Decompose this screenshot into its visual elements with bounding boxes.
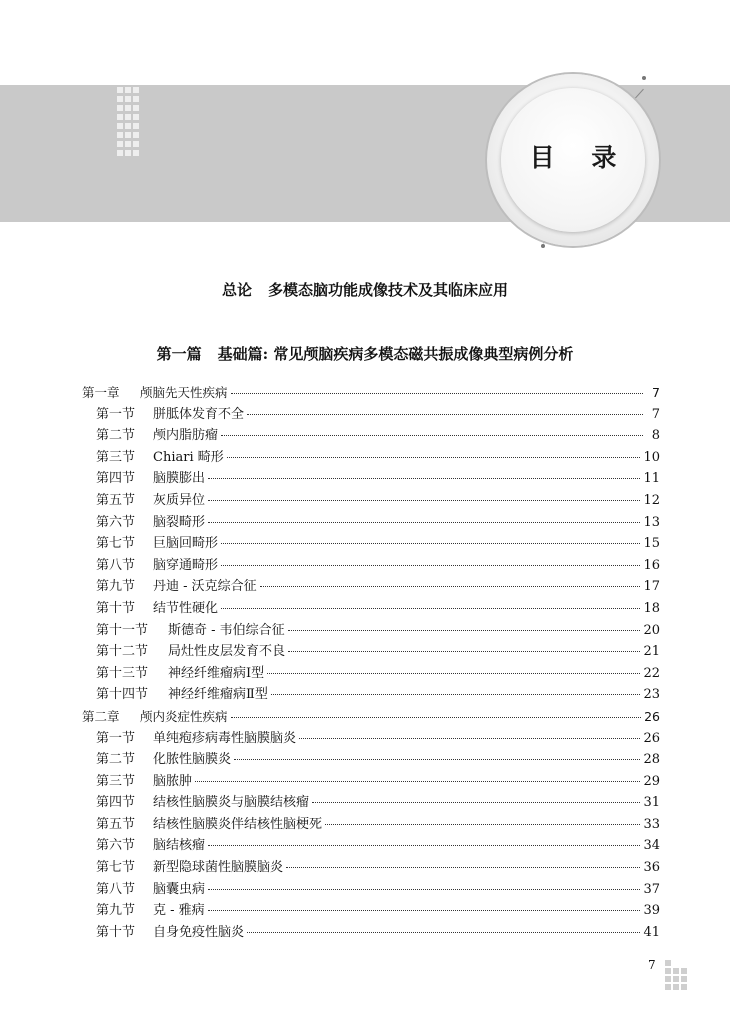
dot-leader (195, 780, 640, 782)
grid-square (117, 141, 123, 147)
toc-section-row[interactable] (82, 512, 660, 534)
toc-section-row[interactable] (82, 598, 660, 620)
dot-leader (271, 693, 641, 695)
section-title: 脑囊虫病 (153, 881, 206, 897)
section-page: 26 (643, 730, 660, 746)
dot-leader (221, 607, 640, 609)
section-page: 37 (643, 881, 660, 897)
grid-square (681, 968, 687, 974)
grid-square (673, 984, 679, 990)
dot-leader (286, 866, 640, 868)
section-page: 21 (643, 644, 660, 660)
section-page: 11 (643, 471, 660, 487)
section-page: 36 (643, 860, 660, 876)
title-badge (487, 74, 659, 246)
grid-square (133, 96, 139, 102)
dot-leader (260, 585, 641, 587)
chapter-page: 7 (652, 385, 660, 400)
section-title: 脑脓肿 (153, 773, 193, 789)
section-number: 第十节 (96, 600, 136, 616)
dot-leader (299, 737, 640, 739)
grid-square (125, 123, 131, 129)
toc-section-row[interactable] (82, 447, 660, 469)
grid-square (681, 984, 687, 990)
toc-section-row[interactable] (82, 814, 660, 836)
grid-square (117, 87, 123, 93)
section-title: 结核性脑膜炎伴结核性脑梗死 (153, 816, 323, 832)
part-heading (0, 343, 730, 364)
toc-section-row[interactable] (82, 749, 660, 771)
toc-chapter-row[interactable] (82, 382, 660, 404)
section-page: 13 (643, 514, 660, 530)
grid-square (133, 114, 139, 120)
section-title: 自身免疫性脑炎 (153, 924, 245, 940)
toc-section-row[interactable] (82, 792, 660, 814)
section-title: 克 - 雅病 (153, 903, 205, 919)
section-page: 22 (643, 665, 660, 681)
section-number: 第九节 (96, 903, 136, 919)
section-title: 单纯疱疹病毒性脑膜脑炎 (153, 730, 297, 746)
section-page: 20 (643, 622, 660, 638)
section-page: 18 (643, 600, 660, 616)
section-title: 结节性硬化 (153, 600, 219, 616)
chapter-number: 第一章 (82, 385, 120, 400)
intro-title: 多模态脑功能成像技术及其临床应用 (268, 281, 509, 299)
section-number: 第十三节 (96, 665, 149, 681)
grid-square (125, 105, 131, 111)
dot-leader (208, 499, 640, 501)
dot-leader (227, 456, 641, 458)
section-page: 16 (643, 557, 660, 573)
dot-leader (231, 716, 642, 718)
section-title: 灰质异位 (153, 492, 206, 508)
section-number: 第七节 (96, 860, 136, 876)
section-title: 颅内脂肪瘤 (153, 428, 219, 444)
table-of-contents (82, 382, 660, 943)
dot-leader (267, 672, 640, 674)
toc-section-row[interactable] (82, 404, 660, 426)
section-title: 巨脑回畸形 (153, 536, 219, 552)
section-page: 33 (643, 816, 660, 832)
grid-square (133, 123, 139, 129)
dot-leader (208, 844, 640, 846)
page-title: 目 录 (529, 143, 631, 172)
section-title: 局灶性皮层发育不良 (168, 644, 286, 660)
section-page: 7 (651, 406, 660, 422)
section-title: 化脓性脑膜炎 (153, 752, 232, 768)
toc-section-row[interactable] (82, 922, 660, 944)
section-page: 28 (643, 752, 660, 768)
chapter-page: 26 (644, 708, 660, 724)
dot-leader (288, 650, 640, 652)
grid-square (125, 114, 131, 120)
section-title: 胼胝体发育不全 (153, 406, 245, 422)
section-page: 31 (643, 795, 660, 811)
toc-section-row[interactable] (82, 663, 660, 685)
section-number: 第十四节 (96, 687, 149, 703)
part-title: 基础篇: 常见颅脑疾病多模态磁共振成像典型病例分析 (217, 345, 574, 363)
dot-leader (247, 413, 643, 415)
toc-section-row[interactable] (82, 425, 660, 447)
grid-square (117, 96, 123, 102)
dot-leader (208, 521, 640, 523)
toc-section-row[interactable] (82, 728, 660, 750)
grid-square (117, 123, 123, 129)
grid-square (125, 150, 131, 156)
section-title: 斯德奇 - 韦伯综合征 (168, 622, 285, 638)
dot-leader (231, 392, 643, 394)
section-number: 第三节 (96, 449, 136, 465)
section-number: 第三节 (96, 773, 136, 789)
dot-leader (208, 888, 640, 890)
section-page: 29 (643, 773, 660, 789)
dot-leader (312, 801, 640, 803)
section-number: 第八节 (96, 881, 136, 897)
toc-section-row[interactable] (82, 771, 660, 793)
section-number: 第二节 (96, 752, 136, 768)
grid-square (673, 968, 679, 974)
section-page: 39 (643, 903, 660, 919)
section-title: Chiari 畸形 (153, 449, 224, 465)
grid-square (673, 976, 679, 982)
corner-grid-decoration (665, 960, 687, 990)
grid-square (117, 150, 123, 156)
section-number: 第六节 (96, 838, 136, 854)
section-page: 23 (643, 687, 660, 703)
chapter-title: 颅脑先天性疾病 (140, 385, 228, 400)
section-number: 第七节 (96, 536, 136, 552)
dot-leader (234, 758, 640, 760)
section-page: 34 (643, 838, 660, 854)
toc-chapter-row[interactable] (82, 706, 660, 728)
section-number: 第六节 (96, 514, 136, 530)
section-number: 第五节 (96, 816, 136, 832)
dot-leader (325, 823, 640, 825)
grid-square (681, 976, 687, 982)
toc-section-row[interactable] (82, 490, 660, 512)
dot-leader (208, 477, 640, 479)
grid-square (117, 105, 123, 111)
toc-section-row[interactable] (82, 879, 660, 901)
grid-square (133, 87, 139, 93)
section-title: 丹迪 - 沃克综合征 (153, 579, 257, 595)
section-title: 结核性脑膜炎与脑膜结核瘤 (153, 795, 310, 811)
square-grid-decoration (117, 87, 141, 161)
section-number: 第一节 (96, 406, 136, 422)
toc-section-row[interactable] (82, 641, 660, 663)
intro-label: 总论 (221, 281, 252, 299)
grid-square (133, 105, 139, 111)
chapter-title: 颅内炎症性疾病 (140, 708, 228, 724)
grid-square (117, 132, 123, 138)
section-number: 第五节 (96, 492, 136, 508)
grid-square (125, 96, 131, 102)
toc-section-row[interactable] (82, 620, 660, 642)
section-page: 8 (651, 428, 660, 444)
section-page: 15 (643, 536, 660, 552)
toc-section-row[interactable] (82, 533, 660, 555)
toc-section-row[interactable] (82, 900, 660, 922)
section-title: 脑膜膨出 (153, 471, 206, 487)
section-number: 第十节 (96, 924, 136, 940)
toc-section-row[interactable] (82, 857, 660, 879)
grid-square (665, 976, 671, 982)
section-title: 脑结核瘤 (153, 838, 206, 854)
dot-leader (221, 434, 643, 436)
toc-section-row[interactable] (82, 835, 660, 857)
page-number: 7 (648, 958, 656, 972)
section-page: 17 (643, 579, 660, 595)
section-number: 第四节 (96, 471, 136, 487)
grid-square (133, 141, 139, 147)
section-page: 12 (643, 492, 660, 508)
section-title: 脑裂畸形 (153, 514, 206, 530)
grid-square (125, 132, 131, 138)
grid-square (665, 960, 671, 966)
section-title: 神经纤维瘤病Ⅰ型 (168, 665, 265, 681)
dot-leader (208, 909, 641, 911)
dot-leader (221, 542, 640, 544)
grid-square (665, 984, 671, 990)
section-number: 第二节 (96, 428, 136, 444)
grid-square (117, 114, 123, 120)
grid-square (133, 132, 139, 138)
section-title: 神经纤维瘤病Ⅱ型 (168, 687, 268, 703)
toc-section-row[interactable] (82, 468, 660, 490)
grid-square (125, 141, 131, 147)
section-page: 41 (643, 924, 660, 940)
section-page: 10 (643, 449, 660, 465)
section-number: 第九节 (96, 579, 136, 595)
section-number: 第一节 (96, 730, 136, 746)
grid-square (133, 150, 139, 156)
section-number: 第四节 (96, 795, 136, 811)
intro-heading (0, 279, 730, 300)
grid-square (665, 968, 671, 974)
dot-leader (221, 564, 640, 566)
chapter-number: 第二章 (82, 708, 120, 724)
section-title: 新型隐球菌性脑膜脑炎 (153, 860, 284, 876)
section-title: 脑穿通畸形 (153, 557, 219, 573)
section-number: 第十二节 (96, 644, 149, 660)
dot-leader (288, 629, 641, 631)
dot-leader (247, 931, 640, 933)
section-number: 第十一节 (96, 622, 149, 638)
section-number: 第八节 (96, 557, 136, 573)
toc-section-row[interactable] (82, 576, 660, 598)
part-label: 第一篇 (156, 345, 202, 363)
toc-section-row[interactable] (82, 684, 660, 706)
toc-section-row[interactable] (82, 555, 660, 577)
grid-square (125, 87, 131, 93)
